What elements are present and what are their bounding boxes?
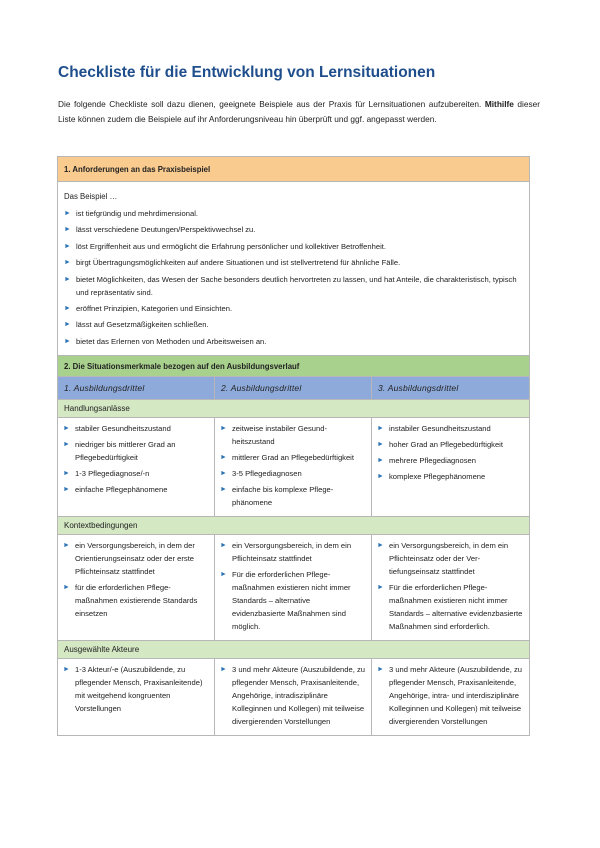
section1-body: [58, 182, 530, 356]
intro-text-1: Die folgende Checkliste soll dazu dienen, geeignete Beispiele aus der Praxis für Lernsituationen aufzubereiten.: [58, 99, 482, 109]
column-header-3: 3. Ausbildungsdrittel: [372, 377, 530, 400]
list-item: ► 3 und mehr Akteure (Auszubildende, zu pflegender Mensch, Praxisanleitende, Angehörige, intradisziplinäre Kolleginnen und Kollegen) mit teilweise divergierenden Vorstellungen: [220, 663, 365, 728]
list-item: ► hoher Grad an Pflegebedürftigkeit: [377, 438, 523, 451]
checklist-table: [57, 156, 530, 736]
section1-lead: Das Beispiel …: [64, 192, 118, 201]
cell-handlung-1: [58, 418, 215, 517]
intro-paragraph: [58, 97, 540, 127]
list-item: ► bietet Möglichkeiten, das Wesen der Sache besonders deutlich hervortreten zu lassen, und hat Anteile, die charakteristisch, typisch und repräsentativ sind.: [64, 273, 521, 299]
list-item: ► ein Versorgungsbereich, in dem der Orientierungseinsatz oder der erste Pflichteinsatz stattfindet: [63, 539, 208, 578]
list-item: ► ein Versorgungsbereich, in dem ein Pflichteinsatz oder der Vertiefungseinsatz stattfindet: [377, 539, 523, 578]
list-item: ► bietet das Erlernen von Methoden und Arbeitsweisen an.: [64, 335, 521, 348]
list-item: ► 1-3 Pflegediagnose/-n: [63, 467, 208, 480]
cell-handlung-2: [215, 418, 372, 517]
intro-text-2: dieser Liste können zudem die Beispiele auf ihr Anforderungsniveau hin überprüft und ggf. angepasst werden.: [58, 99, 540, 124]
list-item: ► einfache Pflegephänomene: [63, 483, 208, 496]
cell-akteure-3: [372, 659, 530, 736]
cell-handlung-3: [372, 418, 530, 517]
list-item: ► löst Ergriffenheit aus und ermöglicht die Erfahrung persönlicher und kollektiver Betroffenheit.: [64, 240, 521, 253]
list-item: ► lässt verschiedene Deutungen/Perspektivwechsel zu.: [64, 223, 521, 236]
page-title: Checkliste für die Entwicklung von Lernsituationen: [58, 64, 436, 81]
cell-kontext-3: [372, 535, 530, 641]
cell-akteure-1: [58, 659, 215, 736]
list-item: ► zeitweise instabiler Gesundheitszustand: [220, 422, 365, 448]
section1-header: 1. Anforderungen an das Praxisbeispiel: [58, 157, 530, 182]
list-item: ► birgt Übertragungsmöglichkeiten auf andere Situationen und ist stellvertretend für ähnliche Fälle.: [64, 256, 521, 269]
column-header-1: 1. Ausbildungsdrittel: [58, 377, 215, 400]
list-item: ► ein Versorgungsbereich, in dem ein Pflichteinsatz stattfindet: [220, 539, 365, 565]
list-item: ► Für die erforderlichen Pflegemaßnahmen existieren nicht immer Standards – alternative evidenzbasierte Maßnahmen sind möglich.: [220, 568, 365, 633]
list-item: ► lässt auf Gesetzmäßigkeiten schließen.: [64, 318, 521, 331]
list-item: ► instabiler Gesundheitszustand: [377, 422, 523, 435]
list-item: ► 3 und mehr Akteure (Auszubildende, zu pflegender Mensch, Praxisanleitende, Angehörige, intra- und interdisziplinäre Kolleginnen und Kollegen) mit teilweise divergierenden Vorstellungen: [377, 663, 523, 728]
column-header-2: 2. Ausbildungsdrittel: [215, 377, 372, 400]
section2-header: 2. Die Situationsmerkmale bezogen auf den Ausbildungsverlauf: [58, 356, 530, 377]
list-item: ► einfache bis komplexe Pflegephänomene: [220, 483, 365, 509]
list-item: ► 1-3 Akteur/-e (Auszubildende, zu pflegender Mensch, Praxisanleitende) mit weitgehend kongruenten Vorstellungen: [63, 663, 208, 715]
list-item: ► 3-5 Pflegediagnosen: [220, 467, 365, 480]
intro-bold: Mithilfe: [484, 99, 514, 109]
list-item: ► eröffnet Prinzipien, Kategorien und Einsichten.: [64, 302, 521, 315]
list-item: ► mittlerer Grad an Pflegebedürftigkeit: [220, 451, 365, 464]
list-item: ► stabiler Gesundheitszustand: [63, 422, 208, 435]
group-label-kontextbedingungen: Kontextbedingungen: [58, 517, 530, 535]
list-item: ► mehrere Pflegediagnosen: [377, 454, 523, 467]
group-label-akteure: Ausgewählte Akteure: [58, 641, 530, 659]
list-item: ► Für die erforderlichen Pflegemaßnahmen existieren nicht immer Standards – alternative evidenzbasierte Maßnahmen sind erforderlich.: [377, 581, 523, 633]
list-item: ► für die erforderlichen Pflegemaßnahmen existierende Standards einsetzen: [63, 581, 208, 620]
cell-kontext-2: [215, 535, 372, 641]
list-item: ► komplexe Pflegephänomene: [377, 470, 523, 483]
cell-akteure-2: [215, 659, 372, 736]
list-item: ► ist tiefgründig und mehrdimensional.: [64, 207, 521, 220]
group-label-handlungsanlaesse: Handlungsanlässe: [58, 400, 530, 418]
section1-list: [64, 207, 521, 348]
list-item: ► niedriger bis mittlerer Grad an Pflegebedürftigkeit: [63, 438, 208, 464]
cell-kontext-1: [58, 535, 215, 641]
